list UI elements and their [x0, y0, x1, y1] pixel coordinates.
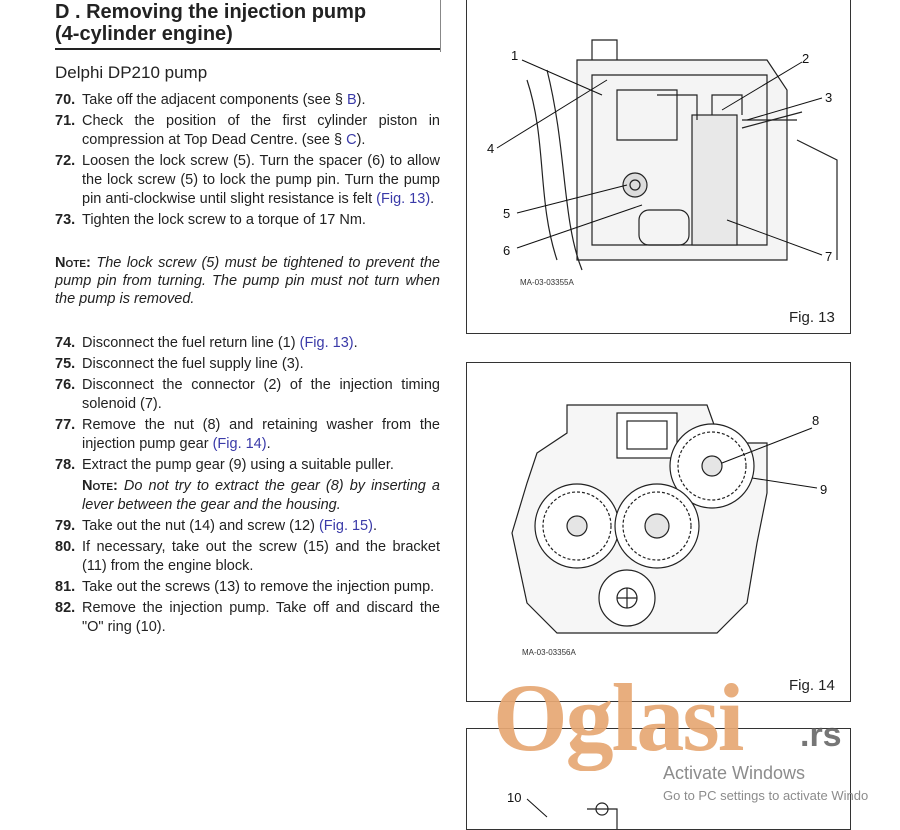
callout-4: 4 [487, 141, 495, 156]
step-number: 80. [55, 539, 76, 555]
step-number: 75. [55, 356, 76, 372]
title-line-2: (4-cylinder engine) [55, 23, 233, 45]
step-number: 82. [55, 600, 76, 616]
pump-subtitle: Delphi DP210 pump [55, 63, 208, 82]
step-body: Disconnect the connector (2) of the injection timing solenoid (7). [82, 377, 440, 412]
title-line-1: D . Removing the injection pump [55, 1, 367, 23]
step-text [82, 578, 440, 597]
figure-14 [466, 362, 851, 702]
step-body: Remove the injection pump. Take off and discard the "O" ring (10). [82, 600, 440, 635]
figure-link[interactable]: (Fig. 13) [299, 335, 354, 351]
figure-13 [466, 0, 851, 334]
figure-caption: Fig. 14 [789, 677, 835, 694]
step-body: Check the position of the first cylinder piston in compression at Top Dead Centre. (see § [82, 113, 440, 148]
figure-link[interactable]: (Fig. 13) [376, 191, 431, 207]
step-78 [55, 456, 440, 475]
callout-3: 3 [825, 90, 833, 105]
callout-10: 10 [507, 790, 522, 805]
callout-6: 6 [503, 243, 511, 258]
callout-1: 1 [511, 48, 519, 63]
step-body: Remove the nut (8) and retaining washer from the injection pump gear [82, 417, 440, 452]
step-tail: . [430, 191, 435, 207]
step-tail: ). [356, 132, 366, 148]
step-body: Take off the adjacent components (see § [82, 92, 343, 108]
step-text [82, 91, 440, 110]
callout-7: 7 [825, 249, 833, 264]
callout-2: 2 [802, 51, 810, 66]
step-74 [55, 334, 440, 353]
step-number: 70. [55, 92, 76, 108]
steps-group-a [55, 91, 440, 230]
step-number: 78. [55, 457, 76, 473]
step-text [82, 334, 440, 353]
note-lock-screw [55, 254, 440, 308]
step-71 [55, 112, 440, 150]
step-body: Disconnect the fuel supply line (3). [82, 356, 304, 372]
step-number: 76. [55, 377, 76, 393]
note-label: Note: [82, 478, 118, 494]
step-tail: . [353, 335, 358, 351]
callout-9: 9 [820, 482, 828, 497]
step-number: 79. [55, 518, 76, 534]
step-79 [55, 517, 440, 536]
step-body: Loosen the lock screw (5). Turn the spacer (6) to allow the lock screw (5) to lock the pump pin. Turn the pump pin anti-clockwise until slight resistance is felt [82, 153, 440, 207]
step-text [82, 112, 440, 150]
step-text [82, 456, 440, 475]
step-tail: . [266, 436, 271, 452]
figure-code: MA-03-03356A [522, 648, 576, 657]
step-body: Extract the pump gear (9) using a suitable puller. [82, 457, 394, 473]
steps-group-c [55, 517, 440, 637]
figure-link[interactable]: (Fig. 15) [318, 518, 373, 534]
step-body: Tighten the lock screw to a torque of 17 Nm. [82, 212, 366, 228]
figure-code: MA-03-03355A [520, 278, 574, 287]
step-81 [55, 578, 440, 597]
step-72 [55, 152, 440, 209]
step-text [82, 599, 440, 637]
callout-8: 8 [812, 413, 820, 428]
steps-group-b [55, 334, 440, 515]
section-link[interactable]: B [346, 92, 357, 108]
activate-windows-title: Activate Windows [663, 763, 806, 783]
section-link[interactable]: C [346, 132, 357, 148]
step-body: Take out the screws (13) to remove the injection pump. [82, 579, 435, 595]
column-divider [440, 0, 441, 52]
step-number: 74. [55, 335, 76, 351]
step-number: 71. [55, 113, 76, 129]
step-number: 72. [55, 153, 76, 169]
section-title [55, 0, 440, 50]
step-77 [55, 416, 440, 454]
step-body: Disconnect the fuel return line (1) [82, 335, 296, 351]
instructions-column [55, 0, 440, 639]
step-body: If necessary, take out the screw (15) and the bracket (11) from the engine block. [82, 539, 440, 574]
step-82 [55, 599, 440, 637]
step-text [82, 538, 440, 576]
step-body: Take out the nut (14) and screw (12) [82, 518, 315, 534]
step-75 [55, 355, 440, 374]
note-text: Do not try to extract the gear (8) by inserting a lever between the gear and the housing. [82, 478, 440, 513]
step-73 [55, 211, 440, 230]
step-text [82, 517, 440, 536]
step-number: 73. [55, 212, 76, 228]
step-80 [55, 538, 440, 576]
step-tail: . [372, 518, 377, 534]
note-text: The lock screw (5) must be tightened to prevent the pump pin from turning. The pump pin must not turn when the pump is removed. [55, 255, 440, 307]
step-text [82, 211, 440, 230]
step-tail: ). [356, 92, 366, 108]
watermark-tld: .rs [800, 716, 842, 754]
step-text [82, 152, 440, 209]
step-number: 81. [55, 579, 76, 595]
step-76 [55, 376, 440, 414]
step-text [82, 376, 440, 414]
note-label: Note: [55, 255, 91, 271]
watermark-logo: Oglasi [493, 664, 743, 771]
step-text [82, 355, 440, 374]
step-number: 77. [55, 417, 76, 433]
step-70 [55, 91, 440, 110]
figure-link[interactable]: (Fig. 14) [212, 436, 267, 452]
activate-windows-hint[interactable]: Go to PC settings to activate Windo [663, 788, 869, 803]
note-gear [55, 477, 440, 515]
figure-caption: Fig. 13 [789, 309, 835, 326]
step-text [82, 416, 440, 454]
callout-5: 5 [503, 206, 511, 221]
